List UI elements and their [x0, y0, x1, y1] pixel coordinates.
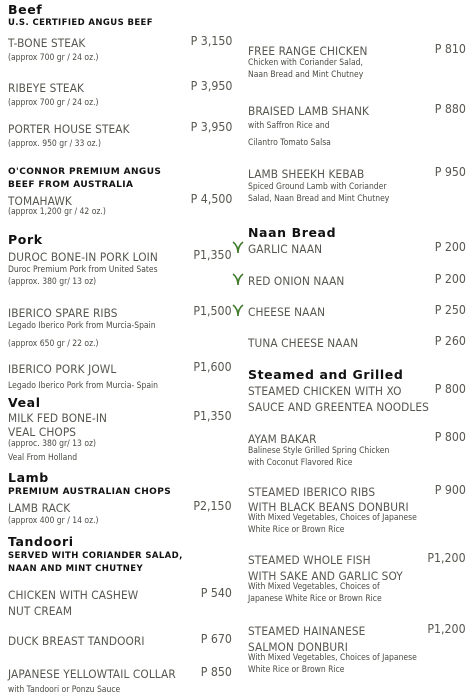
menu-item-red-onion-naan — [248, 272, 466, 286]
item-name: RIBEYE STEAK — [8, 81, 85, 95]
item-name: TUNA CHEESE NAAN — [248, 336, 359, 350]
item-price: P 800 — [434, 382, 466, 396]
item-description: Chicken with Coriander Salad, — [248, 58, 363, 68]
item-description: Spiced Ground Lamb with Coriander — [248, 182, 387, 192]
item-name: TOMAHAWK — [8, 194, 72, 208]
menu-item-iberico-spare-ribs — [8, 304, 232, 350]
item-name: STEAMED CHICKEN WITH XO — [248, 384, 402, 398]
section-subheading-oconnor-2: BEEF FROM AUSTRALIA — [8, 180, 134, 190]
section-heading-lamb: Lamb — [8, 470, 49, 485]
item-name-line-2: VEAL CHOPS — [8, 425, 77, 439]
item-name: STEAMED HAINANESE — [248, 624, 366, 638]
item-description: Veal From Holland — [8, 453, 78, 463]
item-price: P2,150 — [193, 499, 232, 513]
item-description: (approx 700 gr / 24 oz.) — [8, 98, 99, 108]
menu-item-veal-chops — [8, 409, 232, 464]
item-description: Duroc Premium Pork from United Sates — [8, 265, 158, 275]
item-description: Naan Bread and Mint Chutney — [248, 70, 364, 80]
menu-item-braised-lamb-shank — [248, 102, 466, 149]
item-name: CHEESE NAAN — [248, 305, 326, 319]
item-name: STEAMED WHOLE FISH — [248, 553, 371, 567]
item-price: P1,200 — [427, 551, 466, 565]
item-description: (approx 400 gr / 14 oz.) — [8, 516, 99, 526]
item-description: (approx. 950 gr / 33 oz.) — [8, 139, 101, 149]
item-price: P 260 — [434, 334, 466, 348]
item-name: LAMB RACK — [8, 501, 71, 515]
item-price: P1,350 — [193, 248, 232, 262]
item-description: With Mixed Vegetables, Choices of — [248, 582, 380, 592]
menu-item-porter-house-steak — [8, 120, 232, 150]
menu-item-duroc-pork-loin — [8, 248, 232, 288]
section-subheading-tandoori: SERVED WITH CORIANDER SALAD, — [8, 551, 183, 561]
menu-item-cheese-naan — [248, 303, 466, 317]
leaf-icon — [232, 273, 244, 286]
item-price: P 900 — [434, 483, 466, 497]
item-description: Legado Iberico Pork from Murcia- Spain — [8, 381, 159, 391]
menu-item-free-range-chicken — [248, 42, 466, 81]
item-description: with Coconut Flavored Rice — [248, 458, 353, 468]
section-heading-veal: Veal — [8, 395, 41, 410]
item-price: P 4,500 — [190, 192, 232, 206]
item-price: P 950 — [434, 165, 466, 179]
menu-item-duck-breast-tandoori — [8, 632, 232, 646]
item-description: White Rice or Brown Rice — [248, 525, 345, 535]
section-subheading-lamb: PREMIUM AUSTRALIAN CHOPS — [8, 487, 172, 497]
section-subheading-us-angus: U.S. CERTIFIED ANGUS BEEF — [8, 18, 153, 28]
menu-item-steamed-chicken-xo — [248, 382, 466, 412]
item-name: GARLIC NAAN — [248, 242, 323, 256]
menu-item-iberico-pork-jowl — [8, 360, 232, 392]
item-price: P 850 — [200, 665, 232, 679]
item-name-line-2: SAUCE AND GREENTEA NOODLES — [248, 400, 429, 414]
item-name: PORTER HOUSE STEAK — [8, 122, 130, 136]
item-description: with Tandoori or Ponzu Sauce — [8, 685, 121, 695]
menu-item-lamb-rack — [8, 499, 232, 527]
item-description: With Mixed Vegetables, Choices of Japanese — [248, 653, 417, 663]
item-name-line-2: WITH BLACK BEANS DONBURI — [248, 500, 409, 514]
item-price: P1,500 — [193, 304, 232, 318]
item-name: DUROC BONE-IN PORK LOIN — [8, 250, 158, 264]
item-price: P 3,950 — [190, 120, 232, 134]
menu-item-ayam-bakar — [248, 430, 466, 469]
item-name: T-BONE STEAK — [8, 36, 86, 50]
item-name: IBERICO PORK JOWL — [8, 362, 117, 376]
item-description: with Saffron Rice and — [248, 121, 330, 131]
item-name: AYAM BAKAR — [248, 432, 317, 446]
leaf-icon — [232, 241, 244, 254]
item-name: CHICKEN WITH CASHEW — [8, 588, 139, 602]
item-name: BRAISED LAMB SHANK — [248, 104, 369, 118]
item-name: IBERICO SPARE RIBS — [8, 306, 118, 320]
item-price: P 200 — [434, 240, 466, 254]
item-description: (approx. 380 gr/ 13 oz) — [8, 277, 97, 287]
menu-item-yellowtail-collar — [8, 665, 232, 696]
item-price: P 250 — [434, 303, 466, 317]
item-description: With Mixed Vegetables, Choices of Japanese — [248, 513, 417, 523]
item-name: STEAMED IBERICO RIBS — [248, 485, 376, 499]
section-heading-beef: Beef — [8, 2, 43, 17]
item-price: P1,350 — [193, 409, 232, 423]
section-heading-tandoori: Tandoori — [8, 534, 74, 549]
item-description: Legado Iberico Pork from Murcia-Spain — [8, 321, 156, 331]
item-price: P 880 — [434, 102, 466, 116]
item-description: (approc. 380 gr/ 13 oz) — [8, 439, 97, 449]
item-description: (approx 700 gr / 24 oz.) — [8, 53, 99, 63]
item-name: RED ONION NAAN — [248, 274, 345, 288]
item-price: P 540 — [200, 586, 232, 600]
menu-item-chicken-cashew — [8, 586, 232, 616]
item-name-line-2: WITH SAKE AND GARLIC SOY — [248, 569, 403, 583]
menu-item-steamed-iberico-ribs — [248, 483, 466, 536]
menu-item-tuna-cheese-naan — [248, 334, 466, 348]
item-price: P 3,150 — [190, 34, 232, 48]
item-description: Cilantro Tomato Salsa — [248, 138, 331, 148]
section-heading-steamed-grilled: Steamed and Grilled — [248, 367, 404, 382]
menu-item-steamed-whole-fish — [248, 551, 466, 605]
item-price: P1,200 — [427, 622, 466, 636]
item-description: (approx 1,200 gr / 42 oz.) — [8, 207, 106, 217]
item-name: MILK FED BONE-IN — [8, 411, 108, 425]
item-description: Salad, Naan Bread and Mint Chutney — [248, 194, 390, 204]
item-name: FREE RANGE CHICKEN — [248, 44, 368, 58]
leaf-icon — [232, 304, 244, 317]
menu-item-lamb-sheekh-kebab — [248, 165, 466, 205]
menu-item-garlic-naan — [248, 240, 466, 254]
item-price: P 810 — [434, 42, 466, 56]
item-name: JAPANESE YELLOWTAIL COLLAR — [8, 667, 176, 681]
item-name-line-2: NUT CREAM — [8, 604, 73, 618]
item-description: White Rice or Brown Rice — [248, 665, 345, 675]
menu-item-tbone-steak — [8, 34, 232, 64]
menu-item-steamed-hainanese-salmon — [248, 622, 466, 676]
menu-item-ribeye-steak — [8, 79, 232, 109]
item-price: P 800 — [434, 430, 466, 444]
item-name: DUCK BREAST TANDOORI — [8, 634, 145, 648]
item-description: Japanese White Rice or Brown Rice — [248, 594, 382, 604]
menu-item-tomahawk — [8, 192, 232, 218]
item-name-line-2: SALMON DONBURI — [248, 640, 348, 654]
section-subheading-tandoori-2: NAAN AND MINT CHUTNEY — [8, 564, 144, 574]
item-price: P 3,950 — [190, 79, 232, 93]
item-price: P 670 — [200, 632, 232, 646]
section-heading-pork: Pork — [8, 232, 43, 247]
item-name: LAMB SHEEKH KEBAB — [248, 167, 365, 181]
section-heading-naan-bread: Naan Bread — [248, 225, 337, 240]
item-price: P 200 — [434, 272, 466, 286]
item-description: (approx 650 gr / 22 oz.) — [8, 339, 99, 349]
section-subheading-oconnor: O'CONNOR PREMIUM ANGUS — [8, 167, 162, 177]
item-description: Balinese Style Grilled Spring Chicken — [248, 446, 390, 456]
item-price: P1,600 — [193, 360, 232, 374]
